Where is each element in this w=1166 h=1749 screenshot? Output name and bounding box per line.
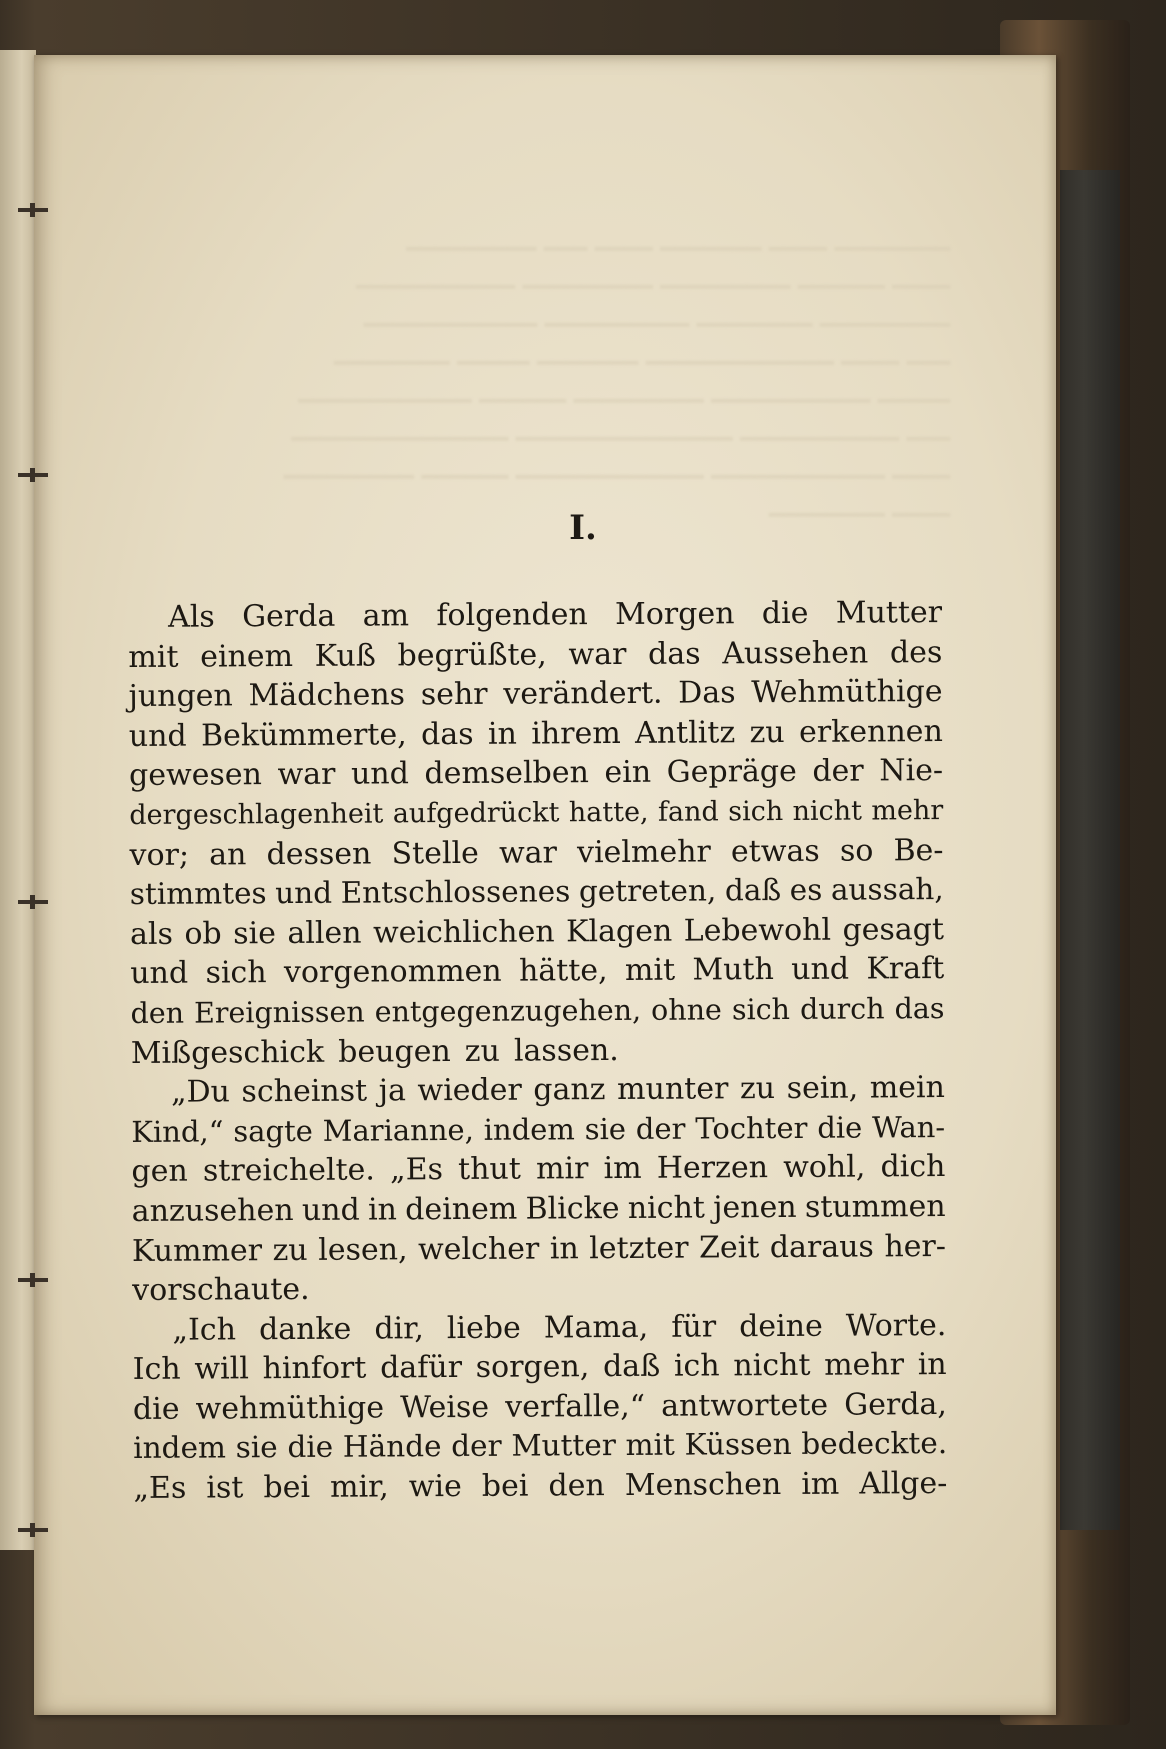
word: in	[549, 1230, 579, 1266]
word: Zeit	[698, 1229, 760, 1266]
word: wehmüthige	[195, 1390, 385, 1427]
word: Gepräge	[666, 754, 797, 791]
word: „Es	[133, 1470, 187, 1507]
text-line	[130, 910, 944, 955]
word: mit	[128, 639, 179, 675]
binding-staple	[18, 208, 48, 212]
word: bei	[481, 1468, 529, 1504]
text-line	[133, 1385, 947, 1430]
word: Nie-	[879, 753, 944, 789]
word: jenen	[713, 1189, 797, 1226]
word: war	[568, 636, 627, 672]
word: mir	[535, 1151, 589, 1187]
word: Mißgeschick	[130, 1034, 325, 1071]
word: ganz	[533, 1072, 606, 1108]
word: Ich	[132, 1351, 181, 1388]
word: die	[132, 1391, 180, 1427]
word: Morgen	[614, 596, 735, 633]
word: Stelle	[391, 835, 479, 871]
text-line	[132, 1266, 946, 1311]
word: und	[301, 1192, 360, 1228]
word: Wan-	[872, 1109, 946, 1145]
word: am	[362, 598, 410, 634]
word: Mama,	[543, 1309, 649, 1346]
word: scheinst	[241, 1073, 368, 1110]
facing-page-edge	[0, 50, 36, 1550]
word: sich	[728, 795, 784, 828]
word: vorgenommen	[283, 954, 502, 991]
word: sich	[731, 992, 791, 1027]
word: sich	[205, 955, 267, 991]
word: stimmtes	[129, 876, 267, 912]
word: etwas	[730, 833, 820, 869]
word: Kuß	[314, 638, 376, 674]
word: als	[129, 916, 174, 952]
word: Menschen	[624, 1467, 782, 1504]
word: erkennen	[798, 713, 943, 750]
word: will	[194, 1351, 249, 1387]
cover-cloth-strip	[1060, 170, 1120, 1530]
word: daß	[724, 873, 782, 908]
word: entgegenzugehen,	[374, 993, 642, 1029]
word: mein	[869, 1070, 946, 1106]
word: Blicke	[525, 1190, 620, 1227]
word: war	[498, 834, 558, 871]
word: sagte	[233, 1113, 313, 1149]
word: wie	[408, 1469, 462, 1505]
word: stummen	[804, 1188, 946, 1225]
word: wieder	[417, 1072, 522, 1109]
word: sie	[235, 1430, 278, 1465]
word: und	[128, 718, 187, 754]
word: mehr	[824, 1347, 905, 1384]
word: beugen	[338, 1033, 451, 1070]
word: Aussehen	[722, 635, 869, 671]
word: daraus	[769, 1228, 875, 1265]
word: nicht	[627, 1190, 706, 1226]
word: verfalle,“	[505, 1388, 646, 1425]
word: an	[209, 836, 247, 873]
word: hätte,	[518, 953, 608, 989]
word: Mutter	[511, 1428, 616, 1464]
text-line	[131, 1147, 945, 1192]
word: gesagt	[842, 911, 945, 948]
word: im	[603, 1151, 642, 1187]
word: demselben	[424, 755, 589, 792]
text-line	[130, 870, 944, 915]
text-line	[129, 831, 943, 876]
word: dir,	[374, 1310, 424, 1347]
word: bedeckte.	[801, 1426, 948, 1462]
word: ja	[378, 1073, 406, 1109]
word: streichelte.	[202, 1152, 376, 1189]
word: gen	[131, 1153, 188, 1190]
word: war	[277, 757, 336, 793]
word: ich	[673, 1348, 720, 1384]
text-line	[132, 1227, 946, 1272]
word: in	[487, 716, 517, 752]
word: Kummer	[131, 1232, 263, 1269]
word: deinem	[405, 1191, 518, 1228]
word: Klagen	[565, 913, 673, 950]
word: Bekümmerte,	[200, 717, 407, 754]
word: und	[130, 955, 189, 992]
word: es	[789, 872, 823, 908]
word: sehr	[420, 676, 488, 713]
text-line	[129, 751, 943, 796]
text-line	[129, 791, 943, 836]
word: ist	[206, 1470, 244, 1506]
word: und	[350, 756, 409, 793]
word: aussah,	[830, 872, 944, 907]
text-line	[128, 633, 942, 678]
word: das	[894, 991, 945, 1026]
word: Ereignissen	[193, 995, 365, 1030]
text-line	[130, 949, 944, 994]
word: und	[275, 875, 333, 911]
word: „Es	[389, 1152, 444, 1188]
word: Herzen	[656, 1150, 769, 1187]
word: Gerda	[242, 598, 336, 635]
word: folgenden	[436, 597, 588, 634]
word: Mutter	[835, 595, 943, 631]
text-line	[133, 1345, 947, 1390]
word: Worte.	[845, 1307, 947, 1344]
word: Allge-	[859, 1466, 948, 1502]
word: nicht	[733, 1348, 811, 1384]
word: das	[420, 716, 474, 752]
word: vielmehr	[576, 834, 711, 870]
word: lassen.	[513, 1032, 619, 1069]
word: zu	[739, 1071, 776, 1107]
word: Muth	[692, 952, 774, 988]
word: Entschlossenes	[340, 874, 571, 910]
word: hinfort	[262, 1350, 367, 1387]
word: dich	[880, 1149, 946, 1185]
word: bei	[263, 1469, 311, 1506]
bleed-through-text: ━━━━━━━━ ━━━━ ━━━━━━━ ━━━━ ━━━ ━━━━━━━━━ ━━━━ ━━━━━━ ━━━━━━━━━ ━━━━━━━━━ ━━━━━━━━━━━ ━━━━━━━━━ ━━━━━━━━ ━━━━━━━━━━ ━━━━━━━━━━━━ ━━━ ━━━━ ━━━━━━━━━━━━━ ━━━━━━━ ━━━━━ ━━━━━━━━ ━━━━━ ━━━━━━━━━━━ ━━━━━━━━━ ━━━━━━ ━━━━━━━━━━━━ ━━━ ━━━━━━━━━━━ ━━━━━━━━━━━━━━━ ━━━━━━━━━━━━━━━ ━━━━ ━━━━━━━━━━━━ ━━━━━━━━━━━━━ ━━━━━━ ━━━━━━━━━ ━━━━ ━━━━━━━━	[283, 235, 950, 529]
word: Das	[678, 675, 736, 711]
word: dergeschlagenheit	[129, 798, 384, 831]
word: verändert.	[503, 675, 663, 712]
word: der	[451, 1429, 502, 1464]
word: daß	[602, 1349, 661, 1385]
word: mit	[625, 1428, 675, 1463]
text-line	[128, 672, 942, 717]
word: den	[548, 1468, 605, 1504]
word: munter	[617, 1071, 729, 1108]
word: ihrem	[531, 715, 621, 752]
word: so	[839, 833, 874, 869]
binding-staple	[18, 1278, 48, 1282]
word: „Du	[170, 1074, 231, 1110]
word: allen	[287, 915, 362, 951]
word: weichlichen	[372, 914, 555, 951]
word: welcher	[417, 1230, 540, 1267]
word: wohl,	[783, 1149, 866, 1186]
word: antwortete	[661, 1387, 829, 1424]
word: getreten,	[578, 873, 717, 909]
word: sie	[584, 1111, 627, 1146]
word: ein	[604, 755, 652, 791]
word: in	[367, 1192, 398, 1228]
word: jungen	[128, 678, 233, 715]
word: Tochter	[695, 1110, 808, 1146]
word: Als	[168, 599, 215, 635]
word: Gerda,	[844, 1386, 948, 1423]
word: Hände	[342, 1429, 442, 1465]
binding-staple	[18, 473, 48, 477]
binding-staple	[18, 900, 48, 904]
word: indem	[133, 1430, 227, 1466]
word: sie	[233, 915, 277, 952]
text-line	[131, 1068, 945, 1113]
word: lesen,	[318, 1231, 408, 1268]
word: sorgen,	[475, 1349, 590, 1386]
text-line	[128, 593, 942, 638]
word: Wehmüthige	[751, 674, 943, 711]
word: der	[812, 753, 864, 790]
text-line	[130, 989, 944, 1034]
word: den	[130, 996, 185, 1030]
word: zu	[464, 1033, 500, 1069]
word: ob	[184, 916, 222, 952]
word: gewesen	[128, 757, 263, 794]
word: danke	[258, 1311, 352, 1347]
word: mit	[624, 953, 676, 989]
word: für	[671, 1309, 717, 1345]
word: vor;	[129, 837, 190, 873]
word: nicht	[792, 795, 863, 827]
word: liebe	[446, 1310, 521, 1346]
text-line	[129, 712, 943, 757]
word: ohne	[651, 993, 722, 1027]
word: zu	[272, 1232, 308, 1268]
text-line	[132, 1306, 946, 1351]
word: thut	[458, 1151, 521, 1188]
word: der	[635, 1111, 686, 1146]
word: Weise	[400, 1389, 490, 1426]
word: letzter	[589, 1230, 689, 1266]
word: zu	[749, 714, 785, 750]
text-line	[131, 1108, 945, 1153]
word: Mädchens	[248, 677, 406, 714]
word: im	[801, 1466, 840, 1502]
word: dafür	[380, 1350, 463, 1386]
word: deine	[739, 1308, 823, 1344]
word: fand	[657, 796, 719, 828]
word: die	[287, 1430, 334, 1465]
text-line	[132, 1187, 946, 1232]
word: hatte,	[568, 796, 649, 829]
word: dessen	[266, 836, 372, 872]
word: Marianne,	[322, 1112, 474, 1148]
binding-staple	[18, 1528, 48, 1532]
word: Kind,“	[131, 1114, 224, 1149]
word: sein,	[786, 1070, 859, 1107]
word: „Ich	[172, 1312, 237, 1348]
word: des	[889, 634, 943, 670]
word: indem	[483, 1111, 575, 1147]
word: und	[791, 951, 850, 988]
text-line	[131, 1029, 945, 1074]
word: die	[761, 595, 809, 632]
word: das	[647, 636, 701, 672]
word: in	[917, 1347, 947, 1383]
word: Lebewohl	[683, 912, 832, 949]
word: die	[817, 1110, 863, 1145]
word: einem	[200, 638, 294, 675]
word: mir,	[329, 1469, 389, 1505]
word: vorschaute.	[132, 1271, 310, 1309]
word: Kraft	[866, 951, 945, 987]
word: aufgedrückt	[392, 797, 560, 830]
word: durch	[799, 992, 885, 1026]
word: Be-	[893, 832, 944, 868]
word: Küssen	[684, 1427, 792, 1463]
text-line	[133, 1464, 947, 1509]
word: begrüßte,	[397, 637, 547, 673]
word: anzusehen	[131, 1192, 294, 1229]
text-line	[133, 1424, 947, 1469]
chapter-heading: I.	[569, 508, 597, 548]
word: her-	[884, 1228, 947, 1264]
word: mehr	[871, 794, 944, 827]
body-text	[128, 593, 948, 1509]
word: Antlitz	[634, 715, 736, 751]
